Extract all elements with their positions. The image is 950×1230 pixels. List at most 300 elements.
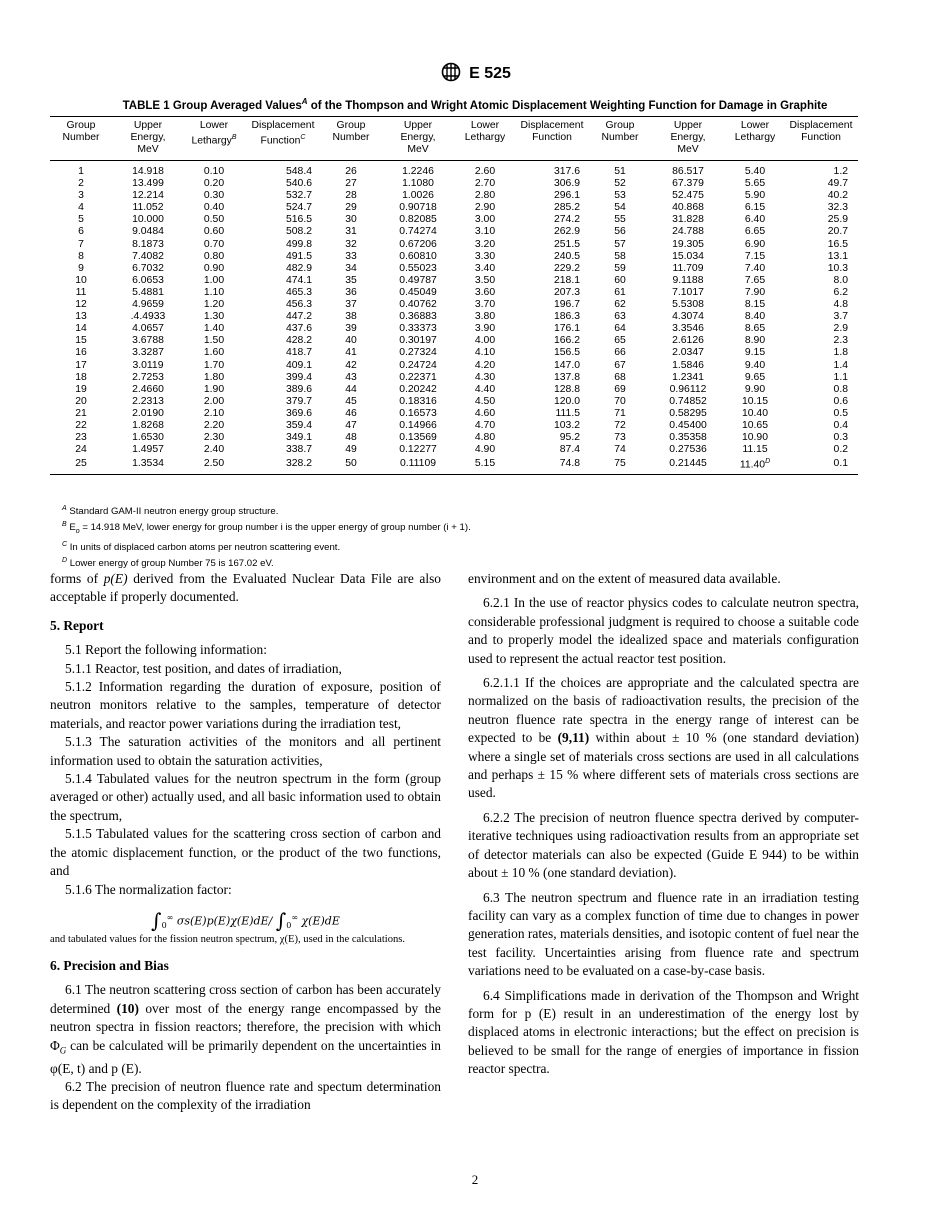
header-upper-energy: Upper Energy, MeV: [112, 117, 184, 161]
table-cell: 53: [614, 190, 626, 202]
table-cell: 69: [614, 383, 626, 395]
table-cell: 7.1017: [672, 286, 704, 298]
table-cell: 43: [345, 371, 357, 383]
table-cell: 75: [590, 456, 650, 474]
table-cell: 11.15: [742, 444, 768, 456]
formula-note: and tabulated values for the fission neutron spectrum, χ(E), used in the calculations.: [50, 933, 406, 945]
footnote-c: $^C$ In units of displaced carbon atoms per neutron scattering event.: [62, 541, 341, 554]
table-cell: 111.5: [555, 407, 580, 419]
table-cell: 5.5308: [672, 299, 704, 311]
table-row: [50, 202, 858, 214]
table-cell: 5.15: [456, 456, 514, 474]
table-row: [50, 287, 858, 299]
intro-paragraph: forms of p(E) derived from the Evaluated Nuclear Data File are also acceptable if properly documented.: [50, 571, 442, 605]
table-row: [50, 263, 858, 275]
header-group-number: Group Number: [50, 117, 112, 161]
page-number: 2: [471, 1172, 479, 1187]
table-cell: $11.40^D$: [726, 456, 784, 474]
table-cell: 399.4: [285, 371, 312, 383]
table-cell: 19: [75, 383, 87, 395]
table-row: [50, 335, 858, 347]
table-cell: 4.0657: [132, 323, 164, 335]
table-cell: 2.70: [474, 178, 496, 190]
table-cell: 31: [345, 226, 357, 238]
table-cell: 2.6126: [672, 335, 704, 347]
table-cell: 71: [614, 407, 626, 419]
table-cell: 14.918: [132, 166, 164, 177]
table-cell: 465.3: [285, 286, 312, 298]
table-cell: 3.20: [474, 238, 496, 250]
table-cell: 1.3534: [112, 456, 184, 474]
table-cell: 4.60: [474, 407, 496, 419]
table-cell: 57: [614, 238, 626, 250]
table-cell: 3.3546: [672, 323, 704, 335]
table-row: [50, 396, 858, 408]
table-cell: 70: [614, 395, 626, 407]
table-cell: .4.4933: [130, 311, 166, 323]
table-cell: 20.7: [827, 226, 848, 238]
table-cell: 516.5: [285, 214, 312, 226]
table-row: [50, 360, 858, 372]
table-cell: 9.1188: [672, 274, 704, 286]
table-cell: 66: [614, 347, 626, 359]
table-cell: 2.3: [833, 335, 848, 347]
table-cell: 25.9: [827, 214, 848, 226]
table-cell: 389.6: [285, 383, 312, 395]
table-cell: 1.2246: [402, 166, 434, 177]
table-cell: 0.3: [833, 432, 848, 444]
table-cell: 196.7: [553, 299, 580, 311]
table-cell: 2.00: [203, 395, 225, 407]
table-cell: 0.11109: [380, 456, 456, 474]
table-cell: 67: [614, 359, 626, 371]
table-cell: 0.82085: [399, 214, 437, 226]
table-cell: 36: [345, 286, 357, 298]
table-cell: 4.50: [474, 395, 496, 407]
table-cell: 0.6: [833, 395, 848, 407]
table-cell: 456.3: [285, 299, 312, 311]
header-group-number: Group Number: [322, 117, 380, 161]
table-row: [50, 408, 858, 420]
table-cell: 37: [345, 299, 357, 311]
table-cell: 1.0026: [402, 190, 434, 202]
table-cell: 428.2: [285, 335, 312, 347]
standard-designation: E 525: [469, 65, 511, 82]
table-cell: 1.90: [203, 383, 225, 395]
paragraph-5-1-5: 5.1.5 Tabulated values for the scattering cross section of carbon and the atomic displacement function, or the product of the two functions, and: [50, 826, 441, 879]
section-6-heading: 6. Precision and Bias: [50, 957, 169, 973]
table-cell: 1.50: [203, 335, 225, 347]
table-cell: 3.80: [474, 311, 496, 323]
table-cell: 1.60: [203, 347, 225, 359]
paragraph-6-2-continued: environment and on the extent of measured data available.: [468, 571, 781, 586]
table-cell: 3.30: [474, 250, 496, 262]
table-cell: 23: [75, 432, 87, 444]
table-cell: 42: [345, 359, 357, 371]
table-cell: 499.8: [285, 238, 312, 250]
table-cell: 0.40762: [399, 299, 437, 311]
table-cell: 24: [75, 444, 87, 456]
table-cell: 2.9: [833, 323, 848, 335]
left-text-column: [50, 570, 441, 1115]
table-cell: 296.1: [553, 190, 580, 202]
table-cell: 20: [75, 395, 87, 407]
table-cell: 285.2: [553, 202, 580, 214]
table-cell: 49: [345, 444, 357, 456]
table-cell: 0.80: [203, 250, 225, 262]
table-cell: 11: [75, 286, 87, 298]
table-cell: 4.10: [474, 347, 496, 359]
table-cell: 50: [322, 456, 380, 474]
table-cell: 4.8: [833, 299, 848, 311]
table-cell: 437.6: [285, 323, 312, 335]
paragraph-6-2-1-1: 6.2.1.1 If the choices are appropriate and the calculated spectra are normalized on the basis of radioactivation results, the precision of the neutron fluence rate spectra in the energy range of interest can be expected to be (9,11) within about ± 10 % (one standard deviation) where a single set of materials cross sections are used in all calculations and perhaps ± 15 % where different sets of materials cross sections are used.: [468, 675, 859, 801]
table-row: [50, 178, 858, 190]
table-cell: 18: [75, 371, 87, 383]
table-cell: 7.40: [744, 262, 766, 274]
table-cell: 31.828: [672, 214, 704, 226]
table-cell: 48: [345, 432, 357, 444]
table-cell: 1.1080: [402, 178, 434, 190]
right-text-column: [468, 570, 859, 1079]
table-cell: 0.35358: [669, 432, 707, 444]
table-cell: 0.90: [203, 262, 225, 274]
table-cell: 120.0: [553, 395, 580, 407]
table-cell: 0.90718: [399, 202, 437, 214]
table-cell: 10.90: [741, 432, 768, 444]
table-cell: 2.80: [474, 190, 496, 202]
table-cell: 3.50: [474, 274, 496, 286]
table-cell: 3.40: [474, 262, 496, 274]
table-cell: 74: [614, 444, 626, 456]
table-cell: 6.0653: [132, 274, 164, 286]
table-cell: 11.709: [672, 262, 704, 274]
paragraph-5-1-1: 5.1.1 Reactor, test position, and dates of irradiation,: [65, 660, 342, 676]
table-cell: 9: [78, 262, 84, 274]
table-cell: 369.6: [285, 407, 312, 419]
integral-symbol-icon: ∫: [275, 908, 287, 933]
table-cell: 3.60: [474, 286, 496, 298]
table-cell: 0.60810: [399, 250, 437, 262]
table-cell: 58: [614, 250, 626, 262]
table-cell: 10: [75, 274, 87, 286]
table-cell: 0.40: [203, 202, 225, 214]
table-cell: 13.1: [827, 250, 848, 262]
table-cell: 65: [614, 335, 626, 347]
table-cell: 2.4660: [132, 383, 164, 395]
table-cell: 0.96112: [669, 383, 707, 395]
table-cell: 1.6530: [132, 432, 164, 444]
table-cell: 548.4: [285, 166, 312, 177]
table-cell: 0.33373: [399, 323, 437, 335]
table-cell: 1.20: [203, 299, 225, 311]
table-cell: 0.24724: [399, 359, 437, 371]
table-cell: 7.65: [744, 274, 766, 286]
table-cell: 240.5: [553, 250, 580, 262]
table-row: [50, 420, 858, 432]
table-cell: 17: [75, 359, 87, 371]
page-header: [0, 62, 950, 83]
footnote-d: $^D$ Lower energy of group Number 75 is 167.02 eV.: [62, 557, 274, 570]
paragraph-6-3: 6.3 The neutron spectrum and fluence rate in an irradiation testing facility can vary as a complex function of time due to changes in power generation rates, materials densities, and isotopic content of fuel near the test facility. Uncertainties arising from fluence rate and spectrum variations need to be evaluated on a case-by-case basis.: [468, 889, 859, 979]
table-cell: 11.052: [132, 202, 164, 214]
table-cell: 1.30: [203, 311, 225, 323]
table-cell: 317.6: [553, 166, 580, 177]
table-cell: 95.2: [559, 432, 580, 444]
table-cell: 2.20: [203, 419, 225, 431]
table-cell: 474.1: [285, 274, 312, 286]
table-cell: 0.55023: [399, 262, 437, 274]
table-row: [50, 384, 858, 396]
table-cell: 10.3: [827, 262, 848, 274]
table-cell: 3.3287: [132, 347, 164, 359]
table-cell: 1.10: [203, 286, 225, 298]
paragraph-6-2-1: 6.2.1 In the use of reactor physics codes to calculate neutron spectra, considerable professional judgment is required to choose a suitable code and to properly model the idealized space and materials configuration used to represent the actual reactor test position.: [468, 595, 859, 666]
table-cell: 0.60: [203, 226, 225, 238]
table-cell: 328.2: [244, 456, 322, 474]
table-cell: 0.1: [784, 456, 858, 474]
table-cell: 45: [345, 395, 357, 407]
table-cell: 4.90: [474, 444, 496, 456]
table-cell: 0.49787: [399, 274, 437, 286]
table-cell: 349.1: [285, 432, 312, 444]
table-cell: 103.2: [553, 419, 580, 431]
paragraph-5-1-2: 5.1.2 Information regarding the duration of exposure, position of neutron monitors relative to the samples, temperature of detector materials, and reactor power variations during the irradiation test,: [50, 679, 441, 731]
table-cell: 49.7: [827, 178, 848, 190]
table-cell: 21: [75, 407, 87, 419]
paragraph-5-1-4: 5.1.4 Tabulated values for the neutron spectrum in the form (group averaged or other) actually used, and all basic information used to obtain the spectrum,: [50, 771, 441, 823]
table-title: TABLE 1 Group Averaged Values$^A$ of the Thompson and Wright Atomic Displacement Weighting Function for Damage in Graphite: [122, 97, 828, 112]
table-cell: 41: [345, 347, 357, 359]
table-cell: 28: [345, 190, 357, 202]
header-group-number: Group Number: [590, 117, 650, 161]
table-cell: 4.40: [474, 383, 496, 395]
table-cell: 379.7: [285, 395, 312, 407]
table-cell: 10.000: [132, 214, 164, 226]
table-cell: 1.70: [203, 359, 225, 371]
table-cell: 1: [78, 166, 84, 177]
table-cell: 60: [614, 274, 626, 286]
table-cell: 1.40: [203, 323, 225, 335]
table-cell: 8.0: [833, 274, 848, 286]
table-cell: 0.22371: [399, 371, 437, 383]
table-cell: 14: [75, 323, 87, 335]
table-cell: 56: [614, 226, 626, 238]
table-cell: 1.8: [833, 347, 848, 359]
table-cell: 15.034: [672, 250, 704, 262]
table-cell: 482.9: [285, 262, 312, 274]
table-row: [50, 347, 858, 359]
table-cell: 7.90: [744, 286, 766, 298]
table-cell: 5.40: [744, 166, 766, 177]
table-cell: 128.8: [553, 383, 580, 395]
table-cell: 1.2341: [672, 371, 704, 383]
table-cell: 19.305: [672, 238, 704, 250]
table-cell: 7: [78, 238, 84, 250]
table-cell: 6.7032: [132, 262, 164, 274]
table-cell: 8.15: [744, 299, 766, 311]
table-cell: 1.00: [203, 274, 225, 286]
table-cell: 0.58295: [669, 407, 707, 419]
table-cell: 0.20242: [399, 383, 437, 395]
table-cell: 218.1: [553, 274, 580, 286]
table-cell: 12: [75, 299, 87, 311]
table-cell: 3.90: [474, 323, 496, 335]
table-cell: 9.40: [744, 359, 766, 371]
table-cell: 524.7: [285, 202, 312, 214]
table-cell: 8.1873: [132, 238, 164, 250]
table-cell: 3.0119: [132, 359, 164, 371]
table-cell: 274.2: [553, 214, 580, 226]
table-row: [50, 444, 858, 456]
table-cell: 2.10: [203, 407, 225, 419]
table-cell: 0.45400: [669, 419, 707, 431]
table-cell: 32: [345, 238, 357, 250]
table-row: [50, 275, 858, 287]
table-cell: 44: [345, 383, 357, 395]
table-cell: 0.20: [203, 178, 225, 190]
table-cell: 5: [78, 214, 84, 226]
table-cell: 156.5: [553, 347, 580, 359]
table-cell: 8.90: [744, 335, 766, 347]
table-cell: 12.214: [132, 190, 164, 202]
table-cell: 6.15: [744, 202, 766, 214]
table-cell: 5.90: [744, 190, 766, 202]
table-cell: 0.8: [833, 383, 848, 395]
table-cell: 61: [614, 286, 626, 298]
table-row: [50, 456, 858, 474]
table-cell: 2.90: [474, 202, 496, 214]
table-cell: 32.3: [827, 202, 848, 214]
footnote-b: $^B$ $E_o = 14.918$ MeV, lower energy for group number i is the upper energy of group number (i + 1).: [62, 521, 471, 536]
table-cell: 87.4: [559, 444, 580, 456]
table-cell: 46: [345, 407, 357, 419]
table-cell: 4.9659: [132, 299, 164, 311]
table-cell: 25: [50, 456, 112, 474]
table-cell: 0.16573: [399, 407, 437, 419]
table-cell: 166.2: [553, 335, 580, 347]
astm-logo-icon: [439, 62, 463, 82]
table-cell: 0.30: [203, 190, 225, 202]
table-cell: 62: [614, 299, 626, 311]
table-cell: 186.3: [553, 311, 580, 323]
table-cell: 147.0: [553, 359, 580, 371]
table-row: [50, 372, 858, 384]
table-cell: 4.00: [474, 335, 496, 347]
table-cell: 7.4082: [132, 250, 164, 262]
table-cell: 64: [614, 323, 626, 335]
table-cell: 2.7253: [132, 371, 164, 383]
table-row: [50, 323, 858, 335]
table-cell: 2.2313: [132, 395, 164, 407]
table-cell: 1.8268: [132, 419, 164, 431]
table-cell: 9.90: [744, 383, 766, 395]
table-header-row: [50, 117, 858, 161]
table-cell: 0.13569: [399, 432, 437, 444]
table-cell: 68: [614, 371, 626, 383]
table-cell: 0.12277: [399, 444, 437, 456]
header-lower-lethargy: Lower Lethargy: [456, 117, 514, 161]
table-cell: 418.7: [285, 347, 312, 359]
paragraph-5-1-3: 5.1.3 The saturation activities of the monitors and all pertinent information used to obtain the saturation activities,: [50, 734, 441, 768]
paragraph-5-1: 5.1 Report the following information:: [65, 642, 267, 658]
table-cell: 29: [345, 202, 357, 214]
table-cell: 34: [345, 262, 357, 274]
table-cell: 33: [345, 250, 357, 262]
table-row: [50, 190, 858, 202]
table-cell: 6: [78, 226, 84, 238]
table-cell: 8.40: [744, 311, 766, 323]
table-cell: 63: [614, 311, 626, 323]
table-cell: 16: [75, 347, 87, 359]
table-cell: 9.15: [744, 347, 766, 359]
table-cell: 0.27324: [399, 347, 437, 359]
paragraph-6-1: 6.1 The neutron scattering cross section of carbon has been accurately determined (10) over most of the energy range encompassed by the neutron spectra in fission reactors; therefore, the precision with which $\Phi_G$ can be calculated will be primarily dependent on the uncertainties in φ(E, t) and p (E).: [50, 982, 441, 1076]
table-cell: 491.5: [285, 250, 312, 262]
table-cell: 38: [345, 311, 357, 323]
table-cell: 4.30: [474, 371, 496, 383]
table-cell: 0.67206: [399, 238, 437, 250]
table-cell: 4.20: [474, 359, 496, 371]
table-cell: 0.27536: [669, 444, 707, 456]
table-cell: 40: [345, 335, 357, 347]
table-cell: 2.0190: [132, 407, 164, 419]
table-cell: 409.1: [285, 359, 312, 371]
table-footnotes: [62, 502, 862, 571]
table-cell: 3: [78, 190, 84, 202]
normalization-formula: $\int_0^\infty$ σs(E)p(E)χ(E)dE/ $\int_0^\infty$ χ(E)dE: [151, 908, 340, 933]
table-cell: 40.2: [827, 190, 848, 202]
table-cell: 9.65: [744, 371, 766, 383]
table-cell: 3.10: [474, 226, 496, 238]
table-cell: 4.3074: [672, 311, 704, 323]
table-cell: 2.50: [184, 456, 244, 474]
table-cell: 73: [614, 432, 626, 444]
table-cell: 52: [614, 178, 626, 190]
footnote-a: $^A$ Standard GAM-II neutron energy group structure.: [62, 505, 279, 518]
table-cell: 2.60: [474, 166, 496, 177]
table-cell: 176.1: [553, 323, 580, 335]
table-cell: 0.36883: [399, 311, 437, 323]
paragraph-6-4: 6.4 Simplifications made in derivation of the Thompson and Wright form for p (E) result in an underestimation of the energy lost by displaced atoms in electronic interactions; but the effect on precision is believed to be small for the range of energies of importance in fission reactor spectra.: [468, 987, 859, 1077]
table-cell: 67.379: [672, 178, 704, 190]
header-lower-lethargy: Lower Lethargy$^B$: [184, 117, 244, 161]
table-cell: 13: [75, 311, 87, 323]
table-cell: 22: [75, 419, 87, 431]
table-cell: 8.65: [744, 323, 766, 335]
table-cell: 4.80: [474, 432, 496, 444]
table-cell: 30: [345, 214, 357, 226]
table-row: [50, 226, 858, 238]
table-cell: 26: [345, 166, 357, 177]
table-cell: 0.10: [203, 166, 225, 177]
table-row: [50, 432, 858, 444]
displacement-function-table: [50, 116, 858, 475]
section-5-heading: 5. Report: [50, 617, 104, 633]
table-cell: 2: [78, 178, 84, 190]
table-cell: 0.18316: [399, 395, 437, 407]
table-cell: 86.517: [672, 166, 704, 177]
table-cell: 2.30: [203, 432, 225, 444]
table-cell: 8: [78, 250, 84, 262]
table-cell: 1.2: [833, 166, 848, 177]
table-cell: 24.788: [672, 226, 704, 238]
table-cell: 3.7: [833, 311, 848, 323]
table-cell: 3.00: [474, 214, 496, 226]
table-cell: 540.6: [285, 178, 312, 190]
header-upper-energy: Upper Energy, MeV: [380, 117, 456, 161]
table-cell: 10.65: [741, 419, 768, 431]
